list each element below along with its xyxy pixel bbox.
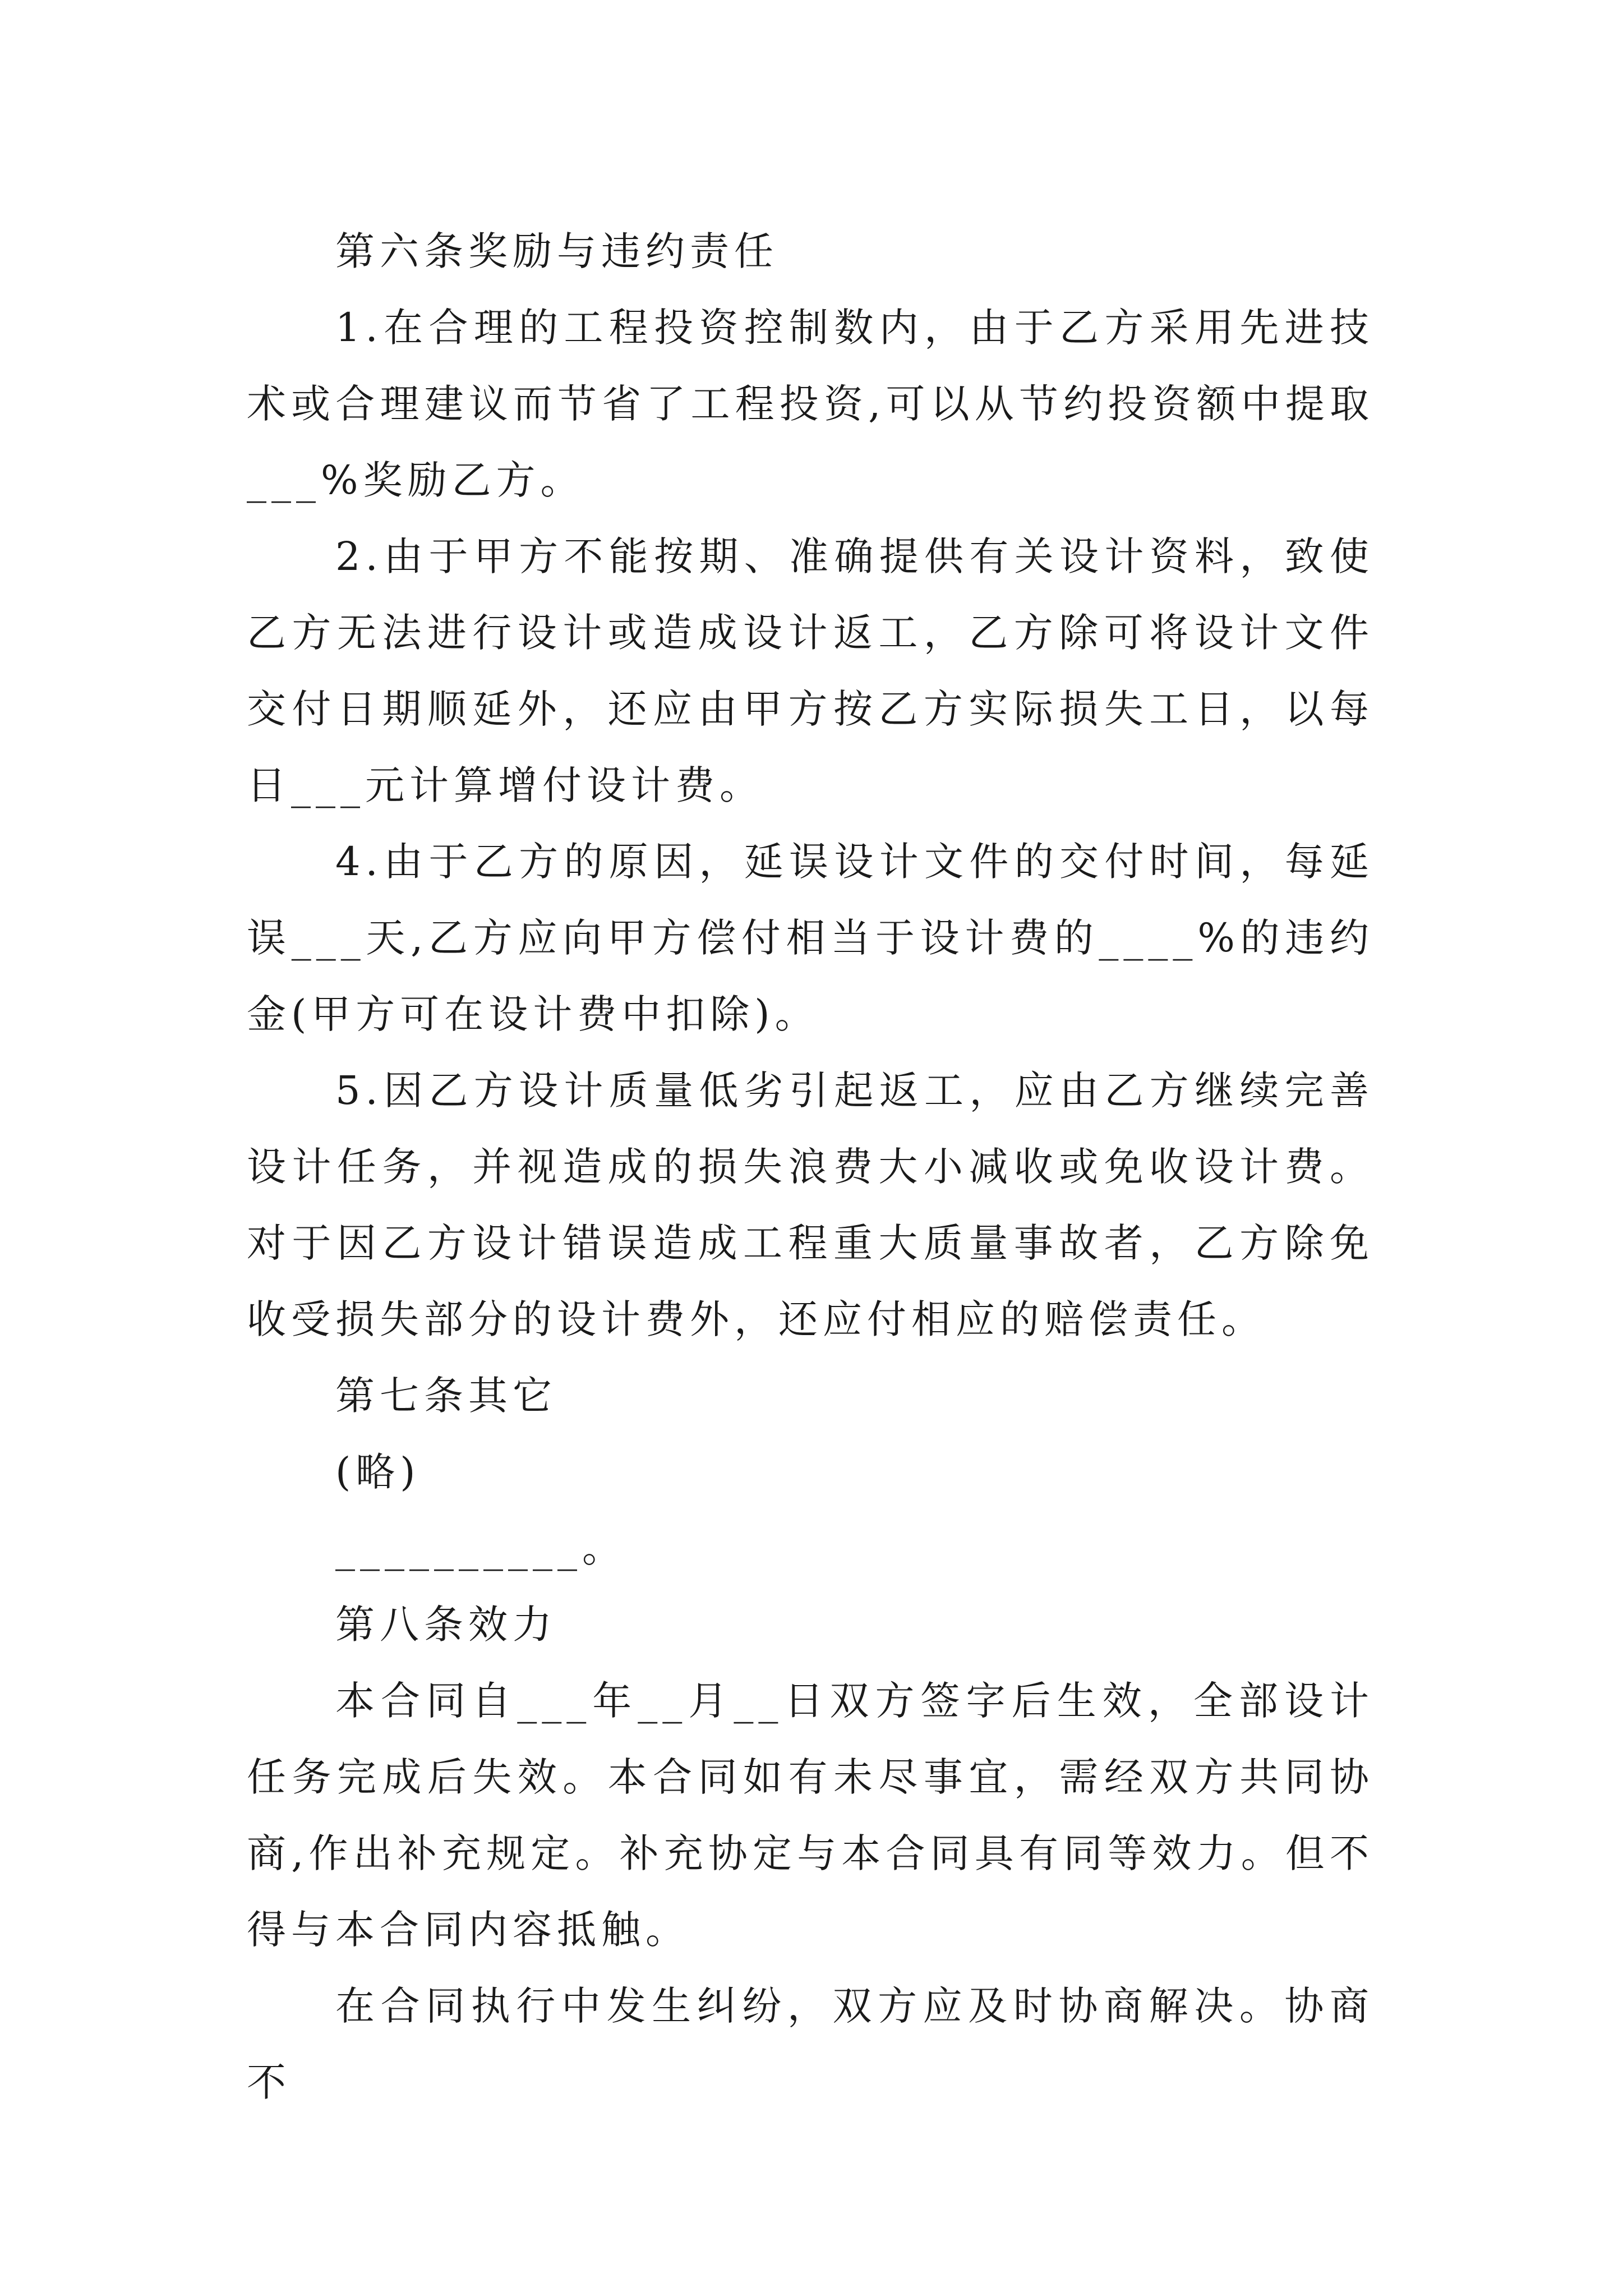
blank-line: __________。 (335, 1525, 626, 1571)
clause-1-paragraph: 1.在合理的工程投资控制数内，由于乙方采用先进技术或合理建议而节省了工程投资,可以从节约投资额中提取___%奖励乙方。 (247, 305, 1374, 503)
heading-article-8: 第八条效力 (335, 1602, 557, 1648)
effect-paragraph: 本合同自___年__月__日双方签字后生效，全部设计任务完成后失效。本合同如有未尽事宜，需经双方共同协商,作出补充规定。补充协定与本合同具有同等效力。但不得与本合同内容抵触。 (247, 1678, 1374, 1953)
dispute-paragraph: 在合同执行中发生纠纷，双方应及时协商解决。协商不 (247, 1983, 1374, 2105)
clause-2-paragraph: 2.由于甲方不能按期、准确提供有关设计资料，致使乙方无法进行设计或造成设计返工，乙方除可将设计文件交付日期顺延外，还应由甲方按乙方实际损失工日，以每日___元计算增付设计费。 (247, 533, 1374, 808)
omitted-note: (略) (335, 1449, 421, 1495)
clause-5-paragraph: 5.因乙方设计质量低劣引起返工，应由乙方继续完善设计任务，并视造成的损失浪费大小减收或免收设计费。对于因乙方设计错误造成工程重大质量事故者，乙方除免收受损失部分的设计费外，还应付相应的赔偿责任。 (247, 1068, 1374, 1342)
clause-4-paragraph: 4.由于乙方的原因，延误设计文件的交付时间，每延误___天,乙方应向甲方偿付相当于设计费的____%的违约金(甲方可在设计费中扣除)。 (247, 839, 1374, 1037)
heading-article-6: 第六条奖励与违约责任 (335, 228, 778, 274)
document-body (247, 213, 1374, 2120)
heading-article-7: 第七条其它 (335, 1373, 557, 1419)
